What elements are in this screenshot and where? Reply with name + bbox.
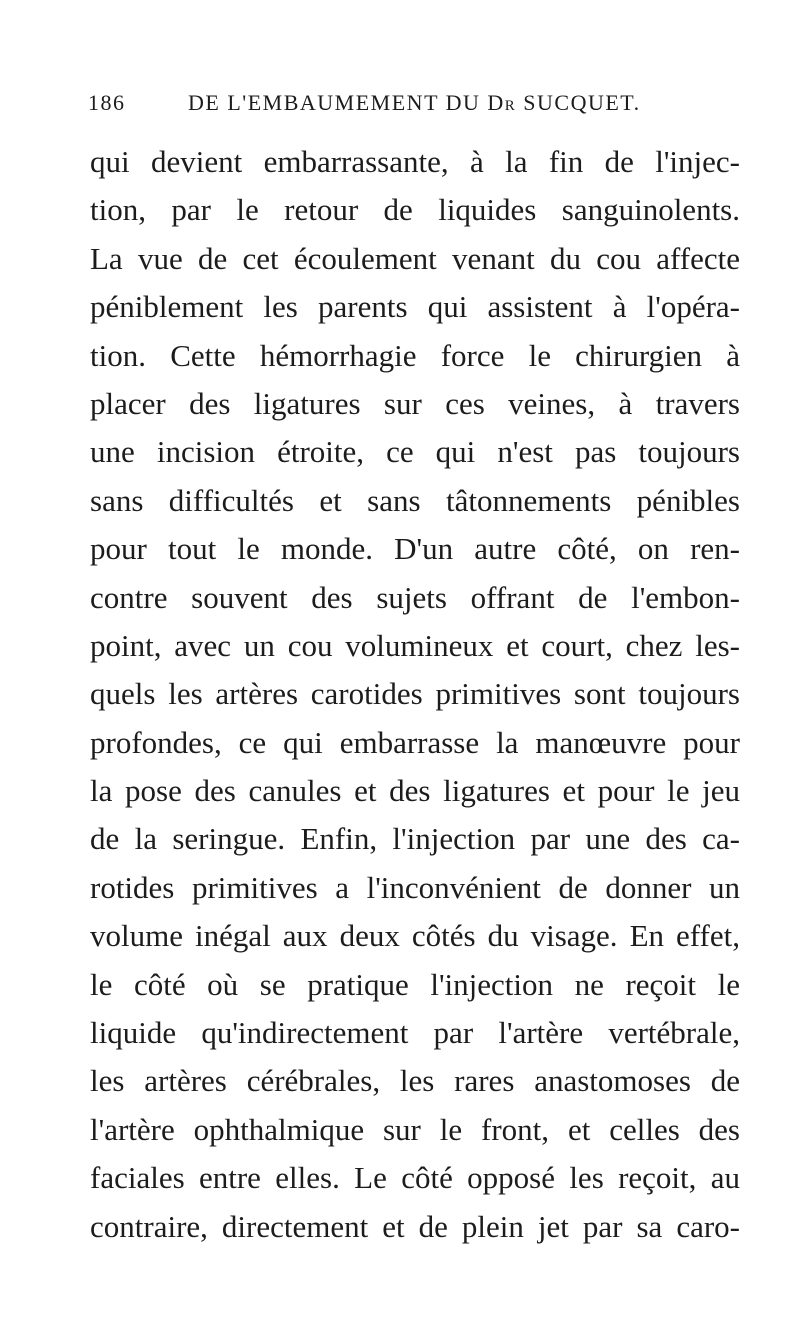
text-line: sans difficultés et sans tâtonnements pénibles [90,482,740,518]
text-line: profondes, ce qui embarrasse la manœuvre pour [90,724,740,760]
text-line: le côté où se pratique l'injection ne reçoit le [90,966,740,1002]
body-text [90,138,740,1251]
text-line: tion, par le retour de liquides sanguinolents. [90,192,740,228]
text-line: la pose des canules et des ligatures et pour le jeu [90,773,740,809]
text-line: une incision étroite, ce qui n'est pas toujours [90,434,740,470]
text-line: l'artère ophthalmique sur le front, et celles des [90,1111,740,1147]
text-line: quels les artères carotides primitives sont toujours [90,676,740,712]
text-line: de la seringue. Enfin, l'injection par une des ca- [90,821,740,857]
running-head [88,90,728,122]
text-line: placer des ligatures sur ces veines, à travers [90,385,740,421]
text-line: péniblement les parents qui assistent à l'opéra- [90,289,740,325]
text-line: liquide qu'indirectement par l'artère vertébrale, [90,1015,740,1051]
text-line: pour tout le monde. D'un autre côté, on ren- [90,531,740,567]
text-line: contraire, directement et de plein jet par sa caro- [90,1208,740,1244]
text-line: contre souvent des sujets offrant de l'embon- [90,579,740,615]
page-number: 186 [88,90,126,115]
text-line: rotides primitives a l'inconvénient de donner un [90,869,740,905]
text-line: volume inégal aux deux côtés du visage. En effet, [90,918,740,954]
text-line: tion. Cette hémorrhagie force le chirurgien à [90,337,740,373]
text-line: La vue de cet écoulement venant du cou affecte [90,240,740,276]
running-title: DE L'EMBAUMEMENT DU Dr SUCQUET. [188,90,641,115]
text-line: les artères cérébrales, les rares anastomoses de [90,1063,740,1099]
text-line: qui devient embarrassante, à la fin de l'injec- [90,144,740,179]
text-line: point, avec un cou volumineux et court, chez les- [90,627,740,663]
text-line: faciales entre elles. Le côté opposé les reçoit, au [90,1160,740,1196]
